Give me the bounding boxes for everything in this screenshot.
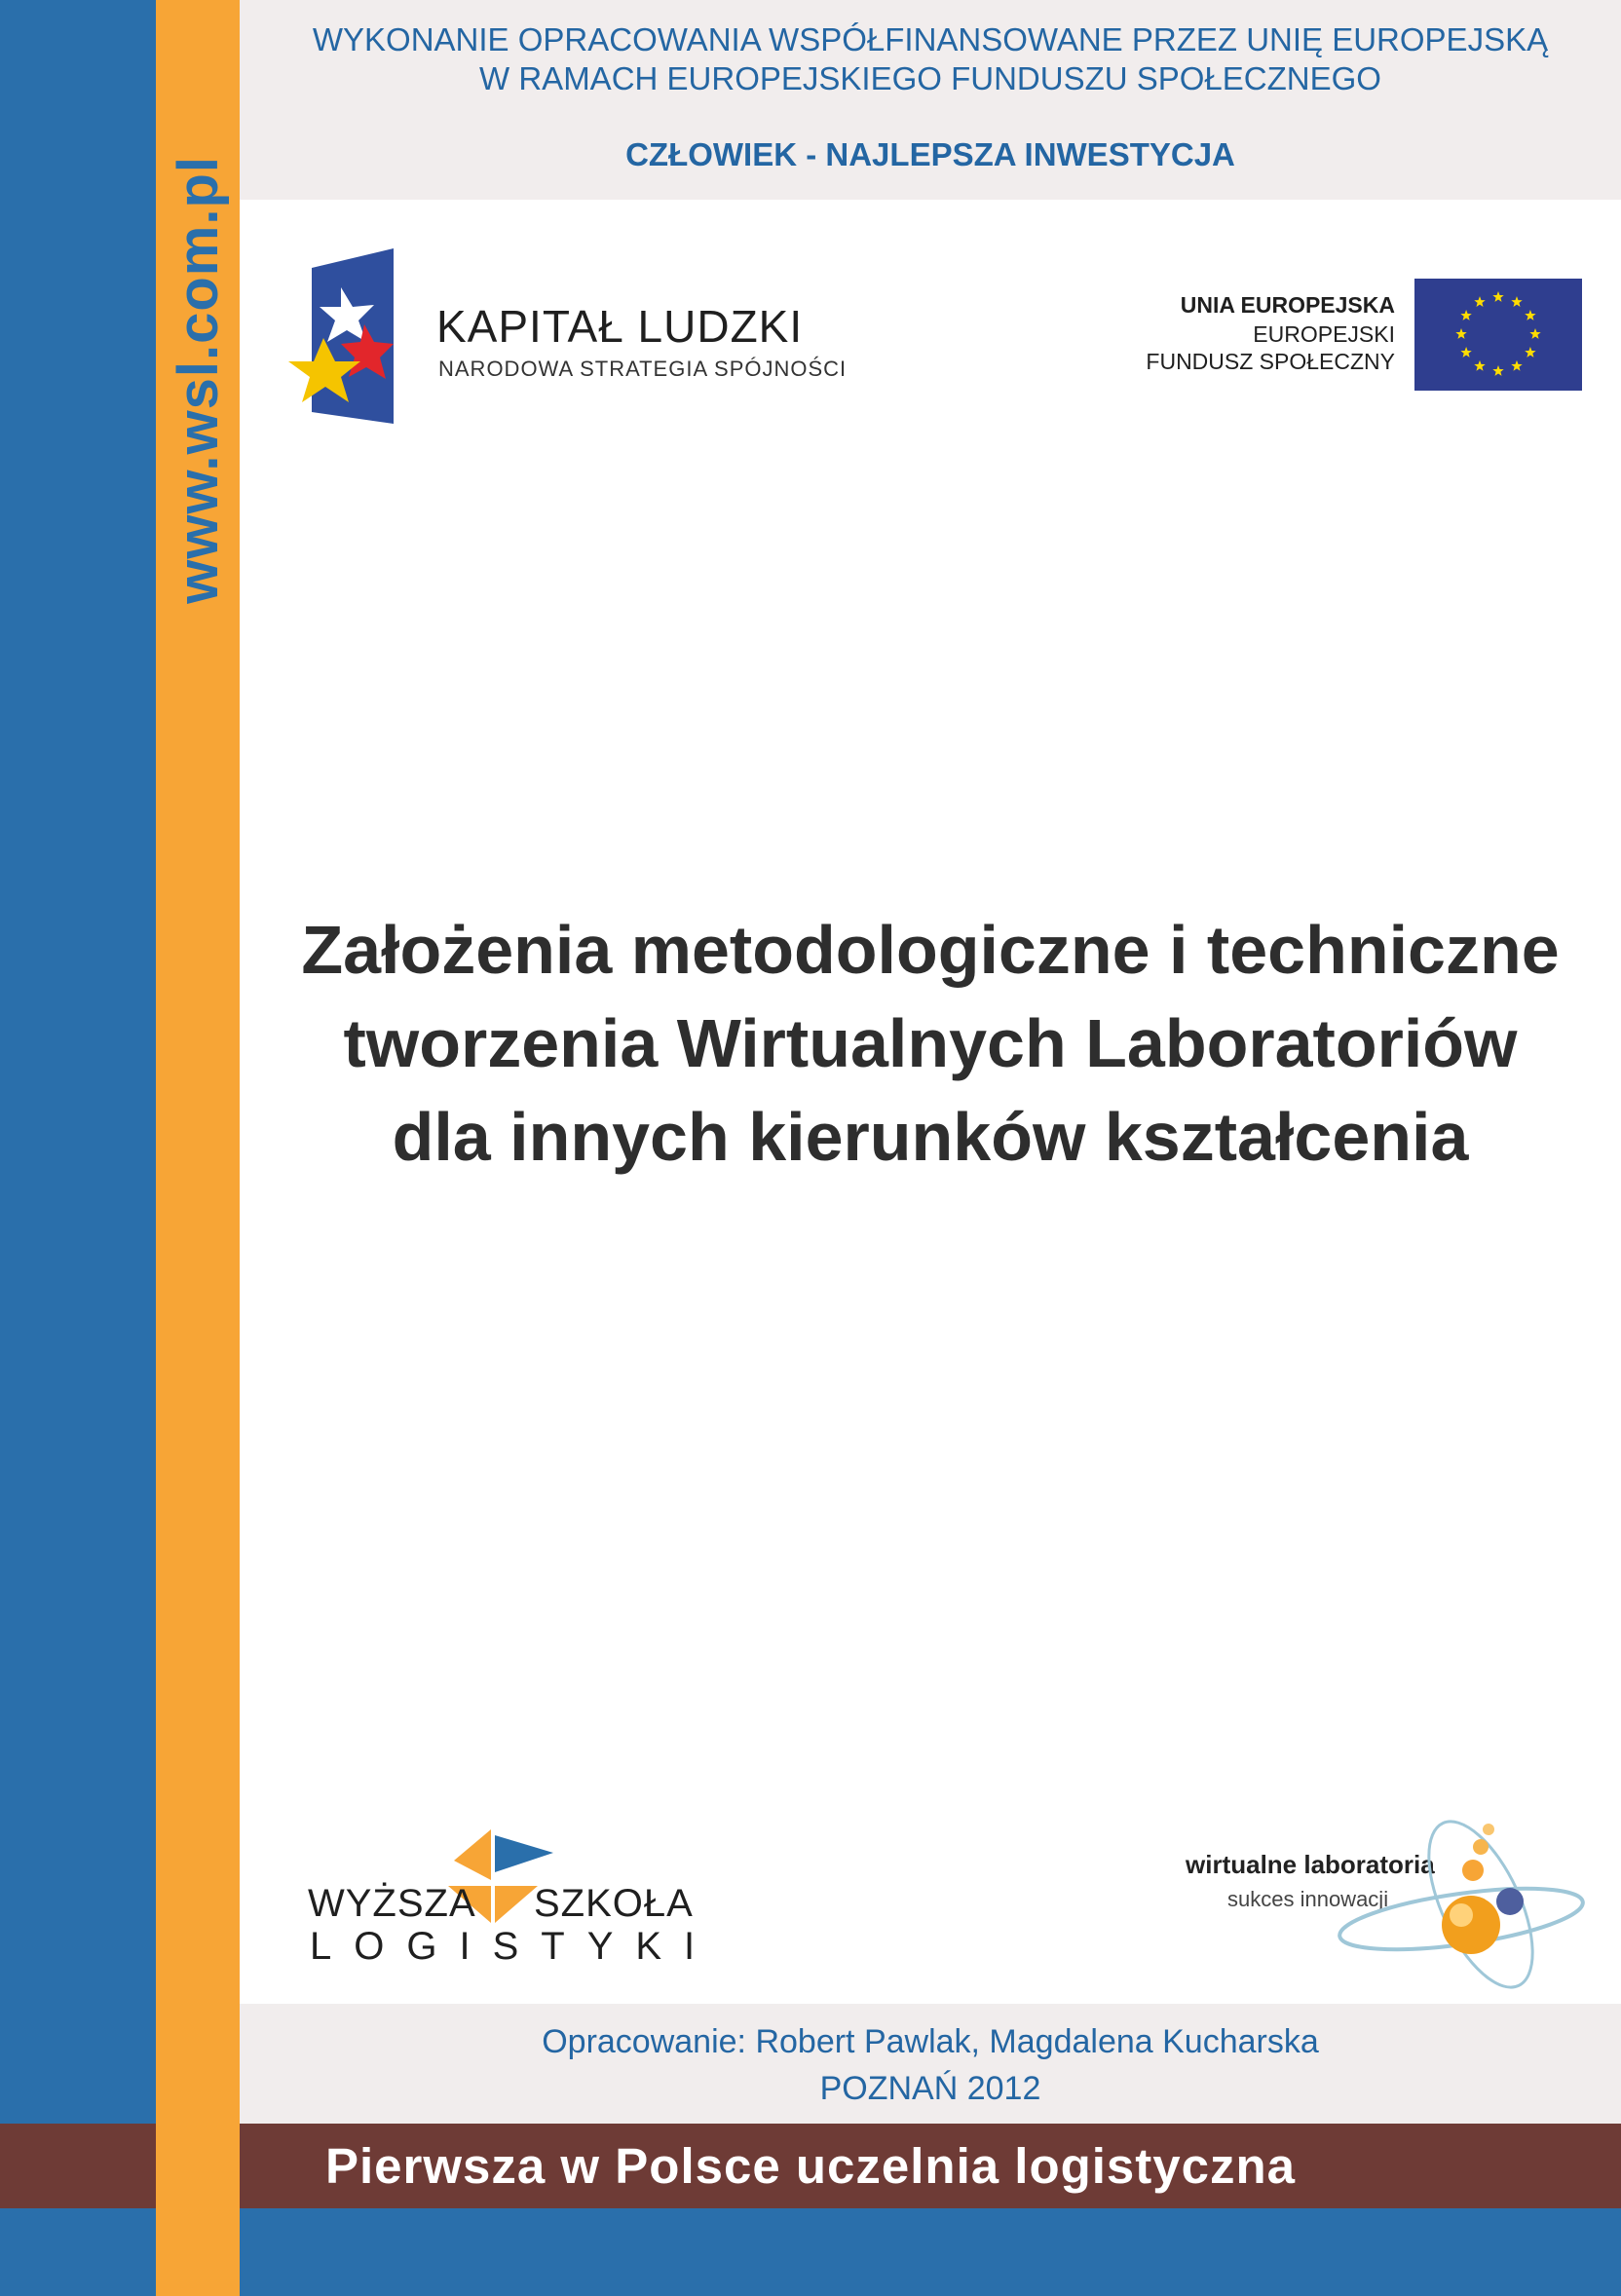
wl-subtitle: sukces innowacji <box>1227 1887 1389 1911</box>
eu-fund-line-1: EUROPEJSKI <box>1253 321 1395 347</box>
website-url: www.wsl.com.pl <box>166 156 230 604</box>
kapital-ludzki-title: KAPITAŁ LUDZKI <box>436 301 804 352</box>
wsl-word-logistyki: LOGISTYKI <box>310 1925 718 1968</box>
eu-star-icon <box>1511 360 1522 371</box>
kapital-ludzki-subtitle: NARODOWA STRATEGIA SPÓJNOŚCI <box>438 357 848 381</box>
eu-star-icon <box>1525 347 1535 358</box>
kapital-ludzki-emblem <box>284 248 394 424</box>
left-blue-stripe <box>0 0 156 2296</box>
atom-planet-icon <box>1335 1812 1588 1997</box>
eu-star-icon <box>1474 296 1485 307</box>
slogan: CZŁOWIEK - NAJLEPSZA INWESTYCJA <box>625 136 1235 172</box>
title-line-1: Założenia metodologiczne i techniczne <box>301 912 1560 988</box>
eu-flag <box>1414 279 1582 391</box>
wl-title: wirtualne laboratoria <box>1186 1850 1435 1879</box>
eu-star-icon <box>1492 365 1503 376</box>
eu-fund-line-2: FUNDUSZ SPOŁECZNY <box>1146 349 1395 374</box>
cofinancing-line-1: WYKONANIE OPRACOWANIA WSPÓŁFINANSOWANE PRZEZ UNIĘ EUROPEJSKĄ <box>312 21 1549 57</box>
cofinancing-line-2: W RAMACH EUROPEJSKIEGO FUNDUSZU SPOŁECZNEGO <box>479 60 1381 96</box>
tagline-band <box>0 2124 1621 2208</box>
orange-stripe-bottom <box>156 2124 240 2208</box>
wsl-word-wyzsza: WYŻSZA <box>308 1882 476 1925</box>
wsl-word-szkola: SZKOŁA <box>534 1882 694 1925</box>
eu-star-icon <box>1511 296 1522 307</box>
eu-star-icon <box>1460 310 1471 320</box>
eu-star-icon <box>1525 310 1535 320</box>
authors: Opracowanie: Robert Pawlak, Magdalena Kucharska <box>542 2023 1319 2060</box>
website-url-vertical <box>168 132 228 628</box>
eu-star-icon <box>1492 291 1503 302</box>
eu-star-icon <box>1529 328 1540 339</box>
bottom-blue-band <box>240 2208 1621 2296</box>
eu-star-icon <box>1474 360 1485 371</box>
title-line-3: dla innych kierunków kształcenia <box>392 1099 1469 1175</box>
eu-name: UNIA EUROPEJSKA <box>1180 292 1395 318</box>
eu-star-icon <box>1460 347 1471 358</box>
tagline: Pierwsza w Polsce uczelnia logistyczna <box>324 2138 1297 2194</box>
eu-star-icon <box>1455 328 1466 339</box>
place-year: POZNAŃ 2012 <box>819 2070 1041 2107</box>
eu-stars-icon <box>1414 279 1582 391</box>
title-line-2: tworzenia Wirtualnych Laboratoriów <box>343 1005 1518 1081</box>
